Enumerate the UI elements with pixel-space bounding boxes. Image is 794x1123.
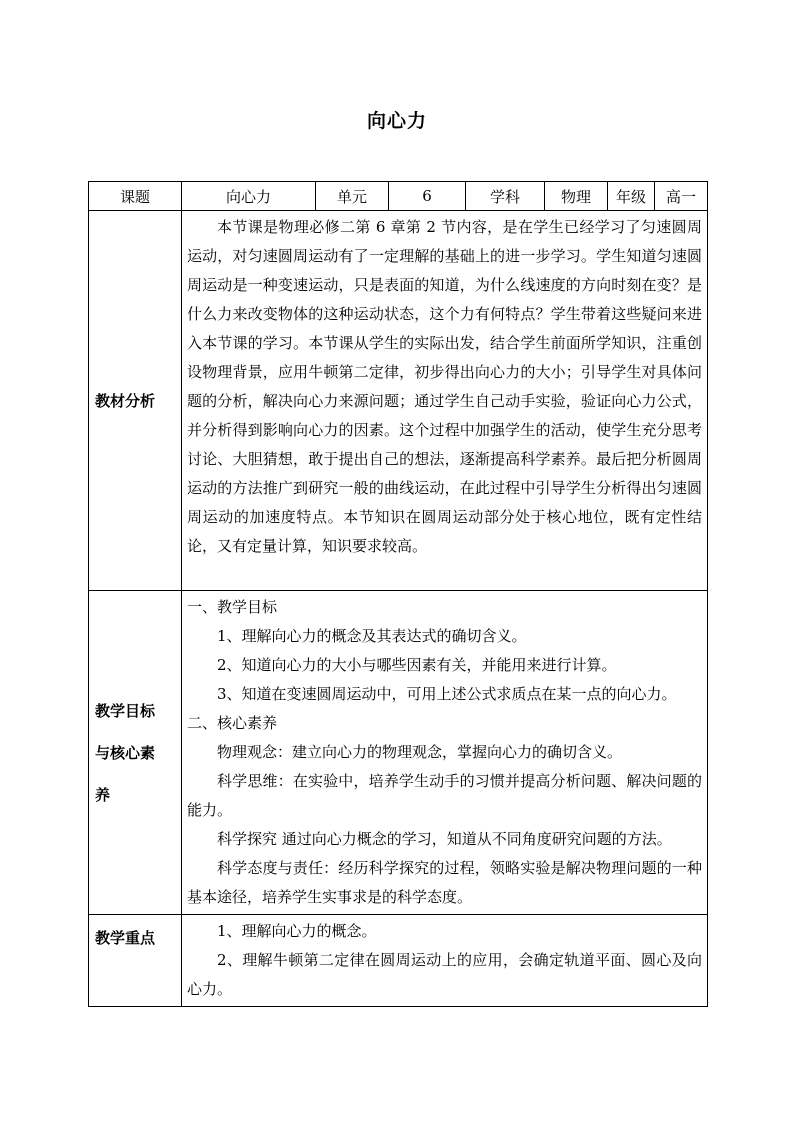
analysis-label: 教材分析 — [89, 211, 182, 591]
grade-label: 年级 — [608, 182, 655, 211]
goals-label-line2: 与核心素 — [95, 743, 156, 762]
course-value: 向心力 — [182, 182, 316, 211]
literacy-item1: 物理观念：建立向心力的物理观念，掌握向心力的确切含义。 — [217, 743, 623, 761]
unit-value: 6 — [389, 182, 466, 211]
subject-label: 学科 — [466, 182, 545, 211]
goals-label — [89, 591, 182, 915]
keypoints-content — [182, 915, 708, 1007]
goals-item3: 3、知道在变速圆周运动中，可用上述公式求质点在某一点的向心力。 — [217, 685, 677, 703]
analysis-row — [89, 211, 708, 591]
analysis-text: 本节课是物理必修二第 6 章第 2 节内容，是在学生已经学习了匀速圆周运动，对匀速圆周运动有了一定理解的基础上的进一步学习。学生知道匀速圆周运动是一种变速运动，只是表面的知道，为什么线速度的方向时刻在变？是什么力来改变物体的这种运动状态，这个力有何特点？学生带着这些疑问来进入本节课的学习。本节课从学生的实际出发，结合学生前面所学知识，注重创设物理背景，应用牛顿第二定律，初步得出向心力的大小；引导学生对具体问题的分析，解决向心力来源问题；通过学生自己动手实验，验证向心力公式，并分析得到影响向心力的因素。这个过程中加强学生的活动，使学生充分思考讨论、大胆猜想，敢于提出自己的想法，逐渐提高科学素养。最后把分析圆周运动的方法推广到研究一般的曲线运动，在此过程中引导学生分析得出匀速圆周运动的加速度特点。本节知识在圆周运动部分处于核心地位，既有定性结论，又有定量计算，知识要求较高。 — [187, 218, 702, 555]
goals-label-line3: 养 — [95, 785, 111, 804]
keypoint-item1: 1、理解向心力的概念。 — [217, 922, 377, 940]
literacy-item2: 科学思维：在实验中，培养学生动手的习惯并提高分析问题、解决问题的能力。 — [187, 772, 702, 819]
header-row — [89, 182, 708, 211]
course-label: 课题 — [89, 182, 182, 211]
grade-value: 高一 — [655, 182, 708, 211]
analysis-content — [182, 211, 708, 591]
goals-row — [89, 591, 708, 915]
goals-content — [182, 591, 708, 915]
goals-item1: 1、理解向心力的概念及其表达式的确切含义。 — [217, 627, 527, 645]
goals-label-line1: 教学目标 — [95, 701, 156, 720]
subject-value: 物理 — [545, 182, 608, 211]
lesson-plan-table — [88, 181, 708, 1007]
keypoints-label: 教学重点 — [89, 915, 182, 1007]
keypoint-item2: 2、理解牛顿第二定律在圆周运动上的应用，会确定轨道平面、圆心及向心力。 — [187, 951, 702, 998]
literacy-item4: 科学态度与责任：经历科学探究的过程，领略实验是解决物理问题的一种基本途径，培养学生实事求是的科学态度。 — [187, 859, 702, 906]
unit-label: 单元 — [316, 182, 389, 211]
document-title: 向心力 — [366, 110, 427, 132]
keypoints-row — [89, 915, 708, 1007]
goals-section1: 一、教学目标 — [187, 598, 278, 616]
goals-section2: 二、核心素养 — [187, 714, 278, 732]
literacy-item3: 科学探究 通过向心力概念的学习，知道从不同角度研究问题的方法。 — [217, 830, 672, 848]
goals-item2: 2、知道向心力的大小与哪些因素有关，并能用来进行计算。 — [217, 656, 617, 674]
